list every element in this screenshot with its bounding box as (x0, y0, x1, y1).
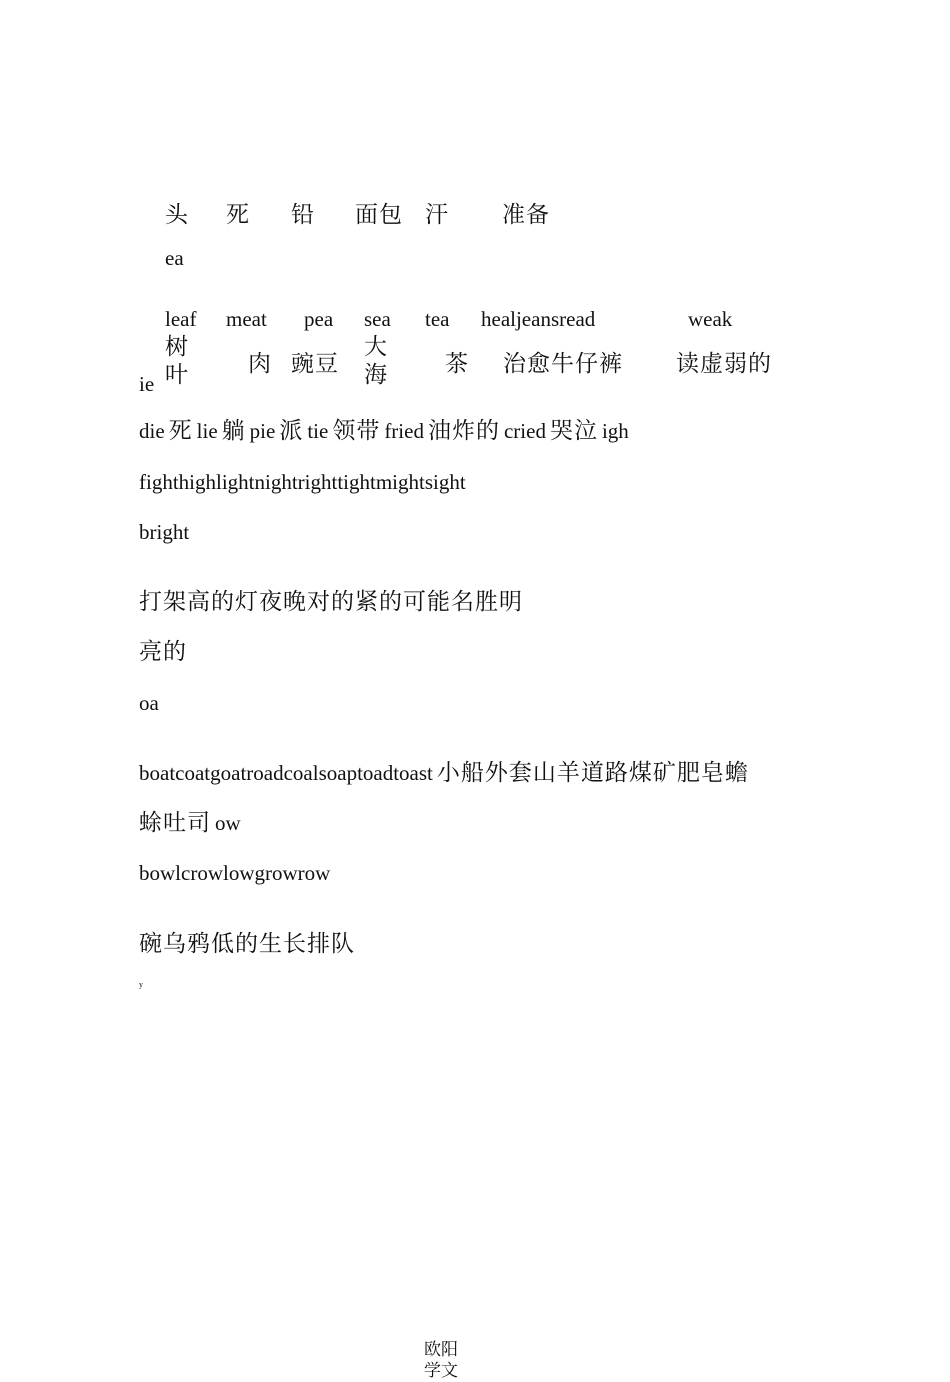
word-heal-jeans-read: healjeansread (481, 307, 596, 331)
word-fried: fried (384, 419, 424, 443)
section-heading-ea: ea (165, 246, 184, 270)
section-heading-oa: oa (139, 691, 159, 715)
ow-meanings: 碗乌鸦低的生长排队 (139, 931, 355, 957)
word-pie: pie (249, 419, 276, 443)
oa-meanings-continued (139, 804, 241, 837)
igh-words-line2: bright (139, 520, 190, 544)
oa-meanings-line1: 小船外套山羊道路煤矿肥皂蟾 (436, 760, 749, 786)
word-die: die (139, 419, 165, 443)
meaning-head: 头 (165, 202, 189, 228)
oa-words: boatcoatgoatroadcoalsoaptoadtoast (139, 761, 433, 785)
section-heading-ie: ie (139, 372, 155, 396)
meaning-lead: 铅 (291, 202, 315, 228)
meaning-bread: 面包 (355, 202, 403, 228)
meaning-dead: 死 (226, 202, 250, 228)
word-sea: sea (364, 307, 391, 331)
meaning-sea: 大海 (364, 334, 388, 388)
oa-meanings-line2: 蜍吐司 (139, 810, 211, 836)
tail-mark: y (139, 980, 143, 989)
meaning-pea: 豌豆 (291, 351, 339, 377)
meaning-die: 死 (168, 418, 193, 444)
meaning-leaf: 树叶 (165, 334, 189, 388)
word-cried: cried (503, 419, 546, 443)
word-meat: meat (226, 307, 267, 331)
word-pea: pea (304, 307, 334, 331)
meaning-tea: 茶 (445, 351, 469, 377)
oa-word-line (139, 754, 749, 787)
meaning-read-weak: 读虚弱的 (676, 351, 772, 377)
ie-word-line (139, 412, 629, 445)
word-leaf: leaf (165, 307, 197, 331)
word-lie: lie (196, 419, 218, 443)
meaning-pie: 派 (279, 418, 304, 444)
igh-meanings-line1: 打架高的灯夜晚对的紧的可能名胜明 (139, 589, 523, 615)
word-tie: tie (307, 419, 329, 443)
word-tea: tea (425, 307, 450, 331)
igh-meanings-line2: 亮的 (139, 639, 187, 665)
meaning-cried: 哭泣 (549, 418, 598, 444)
meaning-sweat: 汗 (425, 202, 449, 228)
meaning-heal-jeans: 治愈牛仔裤 (503, 351, 623, 377)
meaning-fried: 油炸的 (427, 418, 500, 444)
meaning-lie: 躺 (221, 418, 246, 444)
meaning-ready: 准备 (502, 202, 550, 228)
footer-line1: 欧阳 (424, 1340, 458, 1360)
meaning-meat: 肉 (248, 351, 272, 377)
section-heading-ow: ow (215, 811, 241, 835)
page-footer (424, 1340, 484, 1381)
meaning-tie: 领带 (332, 418, 381, 444)
word-weak: weak (688, 307, 733, 331)
igh-words-line1: fighthighlightnightrighttightmightsight (139, 470, 466, 494)
section-heading-igh: igh (601, 419, 629, 443)
footer-line2: 学文 (424, 1361, 458, 1381)
ow-words: bowlcrowlowgrowrow (139, 861, 331, 885)
